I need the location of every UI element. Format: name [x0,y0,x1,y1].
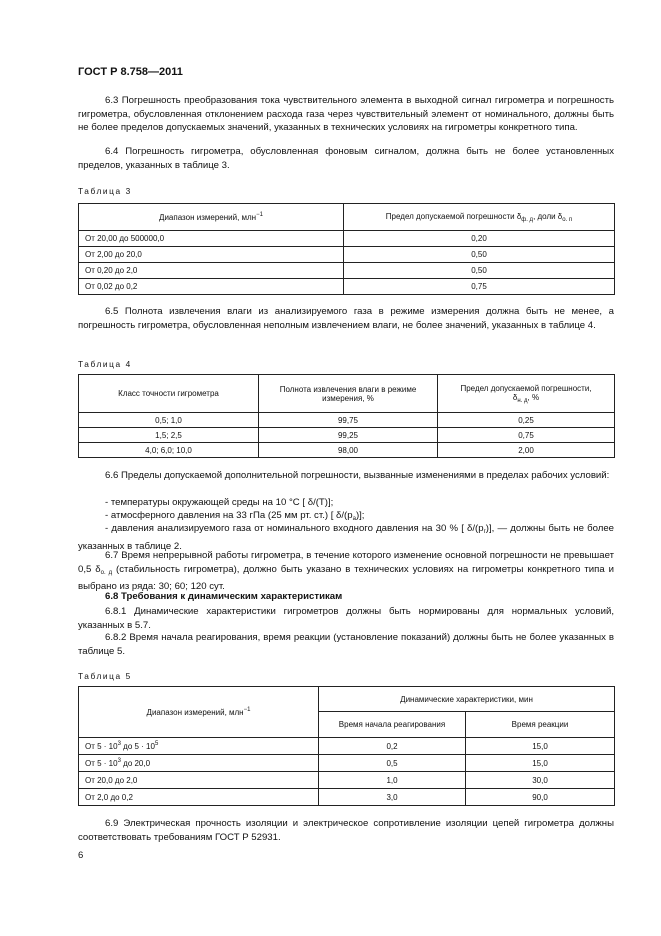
table-3-header-limit: Предел допускаемой погрешности $\delta_{ф. д}$, доли $\delta_{о. п}$ [344,204,615,231]
table-4-header-class: Класс точности гигрометра [79,375,259,413]
table-5-header-group: Динамические характеристики, мин [319,687,615,712]
table-row: От 20,00 до 500000,0 0,20 [79,231,615,247]
table-row: 1,5; 2,5 99,25 0,75 [79,428,615,443]
table-5-header-start: Время начала реагирования [319,712,466,738]
table-row: От $5 \cdot 10^3$ до 20,0 0,5 15,0 [79,755,615,772]
table-row: От $5 \cdot 10^3$ до $5 \cdot 10^5$ 0,2 15,0 [79,738,615,755]
table-3 [78,203,615,295]
paragraph-6-3: 6.3 Погрешность преобразования тока чувствительного элемента в выходной сигнал гигрометра и погрешность гигрометра, обусловленная отклонением расхода газа через чувствительный элемент от номинального, должны быть не более пределов допускаемых значений, указанных в технических условиях на гигрометры конкретного типа. [78,95,614,134]
paragraph-6-5: 6.5 Полнота извлечения влаги из анализируемого газа в режиме измерения должна быть не менее, а погрешность гигрометра, обусловленная неполным извлечением влаги, не более значений, указанных в таблице 4. [78,306,614,331]
table-row: От 0,20 до 2,0 0,50 [79,263,615,279]
table-5-label: Таблица 5 [78,671,132,681]
paragraph-6-9: 6.9 Электрическая прочность изоляции и электрическое сопротивление изоляции цепей гигрометра должны соответствовать требованиям ГОСТ Р 52931. [78,818,614,843]
table-row: От 20,0 до 2,0 1,0 30,0 [79,772,615,789]
table-4 [78,374,615,458]
table-5 [78,686,615,806]
document-header: ГОСТ Р 8.758—2011 [78,66,183,78]
page-number: 6 [78,850,84,861]
paragraph-6-6-item-3: - давления анализируемого газа от номинального входного давления на 30 % [ $\delta/(p_г)$], — должны быть не более указанных в таблице 2. [78,523,614,552]
paragraph-6-6-item-1: - температуры окружающей среды на 10 °С [ δ/(T)]; [105,497,334,508]
table-3-label: Таблица 3 [78,186,132,196]
paragraph-6-8-2: 6.8.2 Время начала реагирования, время реакции (установление показаний) должны быть не более указанных в таблице 5. [78,632,614,657]
table-row: От 0,02 до 0,2 0,75 [79,279,615,295]
paragraph-6-7: 6.7 Время непрерывной работы гигрометра, в течение которого изменение основной погрешности не превышает 0,5 $\delta_{о. д}$ (стабильность гигрометра), должно быть указано в технических условиях на гигрометры конкретного типа и выбрано из ряда: 30; 60; 120 сут. [78,550,615,593]
paragraph-6-6-item-2: - атмосферного давления на 33 гПа (25 мм рт. ст.) [ $\delta/(p_a)$]; [105,510,365,522]
table-5-header-range: Диапазон измерений, млн$^{-1}$ [79,687,319,738]
table-row: От 2,0 до 0,2 3,0 90,0 [79,789,615,806]
table-row: 0,5; 1,0 99,75 0,25 [79,413,615,428]
table-4-header-limit: Предел допускаемой погрешности, $\delta_{н. д}$, % [438,375,615,413]
table-row: 4,0; 6,0; 10,0 98,00 2,00 [79,443,615,458]
paragraph-6-8-1: 6.8.1 Динамические характеристики гигрометров должны быть нормированы для нормальных условий, указанных в 5.7. [78,606,614,631]
table-4-header-fullness: Полнота извлечения влаги в режиме измерения, % [259,375,438,413]
table-row: От 2,00 до 20,0 0,50 [79,247,615,263]
section-6-8-heading: 6.8 Требования к динамическим характеристикам [105,591,343,602]
table-5-header-reaction: Время реакции [466,712,615,738]
paragraph-6-6: 6.6 Пределы допускаемой дополнительной погрешности, вызванные изменениями в пределах рабочих условий: [105,470,610,481]
table-3-header-range: Диапазон измерений, млн$^{-1}$ [79,204,344,231]
table-4-label: Таблица 4 [78,359,132,369]
paragraph-6-4: 6.4 Погрешность гигрометра, обусловленная фоновым сигналом, должна быть не более установленных пределов, указанных в таблице 3. [78,146,614,171]
